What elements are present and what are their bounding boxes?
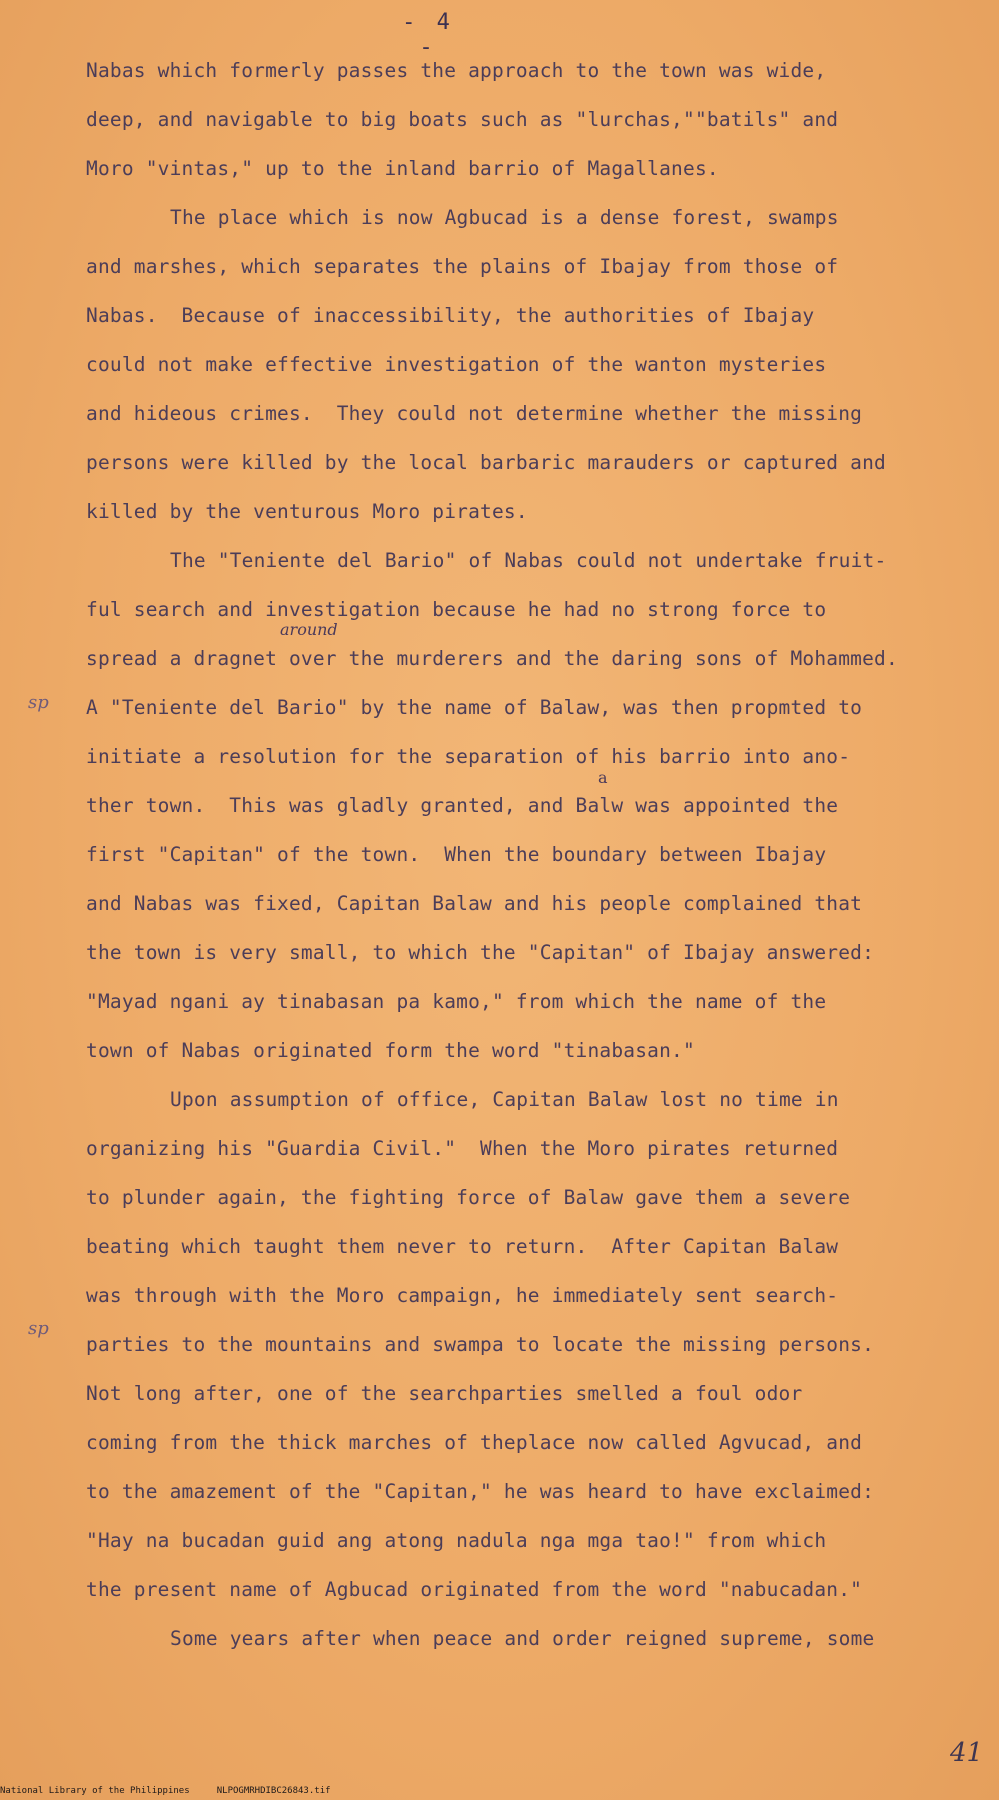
text-line: parties to the mountains and swampa to locate the missing persons. xyxy=(86,1333,875,1356)
text-line: Nabas which formerly passes the approach to the town was wide, xyxy=(86,59,827,82)
text-line: organizing his "Guardia Civil." When the Moro pirates returned xyxy=(86,1137,839,1160)
text-line: could not make effective investigation of the wanton mysteries xyxy=(86,353,827,376)
text-line: deep, and navigable to big boats such as "lurchas,""batils" and xyxy=(86,108,839,131)
interlinear-insertion-a: a xyxy=(598,768,608,787)
text-line: was through with the Moro campaign, he immediately sent search- xyxy=(86,1284,839,1307)
paragraph-start-line: Upon assumption of office, Capitan Balaw lost no time in xyxy=(170,1088,839,1111)
text-line: Nabas. Because of inaccessibility, the authorities of Ibajay xyxy=(86,304,815,327)
paragraph-start-line: The "Teniente del Bario" of Nabas could not undertake fruit- xyxy=(170,549,887,572)
text-line: and hideous crimes. They could not determine whether the missing xyxy=(86,402,863,425)
paragraph-start-line: Some years after when peace and order reigned supreme, some xyxy=(170,1627,875,1650)
text-line: spread a dragnet over the murderers and the daring sons of Mohammed. xyxy=(86,647,898,670)
text-line: and Nabas was fixed, Capitan Balaw and his people complained that xyxy=(86,892,863,915)
paragraph-start-line: The place which is now Agbucad is a dense forest, swamps xyxy=(170,206,839,229)
margin-mark-sp-1: sp xyxy=(28,692,49,713)
text-line: ther town. This was gladly granted, and Balw was appointed the xyxy=(86,794,839,817)
text-line: killed by the venturous Moro pirates. xyxy=(86,500,528,523)
text-line: beating which taught them never to return. After Capitan Balaw xyxy=(86,1235,839,1258)
margin-mark-sp-2: sp xyxy=(28,1318,49,1339)
text-line: A "Teniente del Bario" by the name of Balaw, was then propmted to xyxy=(86,696,863,719)
interlinear-insertion-around: around xyxy=(280,620,338,639)
text-line: persons were killed by the local barbaric marauders or captured and xyxy=(86,451,886,474)
text-line: the present name of Agbucad originated from the word "nabucadan." xyxy=(86,1578,863,1601)
typed-text-body xyxy=(86,46,946,1663)
text-line: to plunder again, the fighting force of Balaw gave them a severe xyxy=(86,1186,851,1209)
scan-footer: National Library of the Philippines NLPOGMRHDIBC26843.tif xyxy=(0,1786,331,1796)
text-line: first "Capitan" of the town. When the boundary between Ibajay xyxy=(86,843,827,866)
text-line: Moro "vintas," up to the inland barrio of Magallanes. xyxy=(86,157,719,180)
text-line: to the amazement of the "Capitan," he was heard to have exclaimed: xyxy=(86,1480,875,1503)
text-line: the town is very small, to which the "Capitan" of Ibajay answered: xyxy=(86,941,875,964)
page-number: - 4 - xyxy=(402,10,454,60)
text-line: coming from the thick marches of theplace now called Agvucad, and xyxy=(86,1431,863,1454)
folio-number: 41 xyxy=(950,1738,984,1768)
text-line: and marshes, which separates the plains of Ibajay from those of xyxy=(86,255,839,278)
text-line: "Mayad ngani ay tinabasan pa kamo," from which the name of the xyxy=(86,990,827,1013)
text-line: ful search and investigation because he had no strong force to xyxy=(86,598,827,621)
text-line: Not long after, one of the searchparties smelled a foul odor xyxy=(86,1382,803,1405)
text-line: "Hay na bucadan guid ang atong nadula nga mga tao!" from which xyxy=(86,1529,827,1552)
text-line: initiate a resolution for the separation of his barrio into ano- xyxy=(86,745,851,768)
text-line: town of Nabas originated form the word "tinabasan." xyxy=(86,1039,695,1062)
